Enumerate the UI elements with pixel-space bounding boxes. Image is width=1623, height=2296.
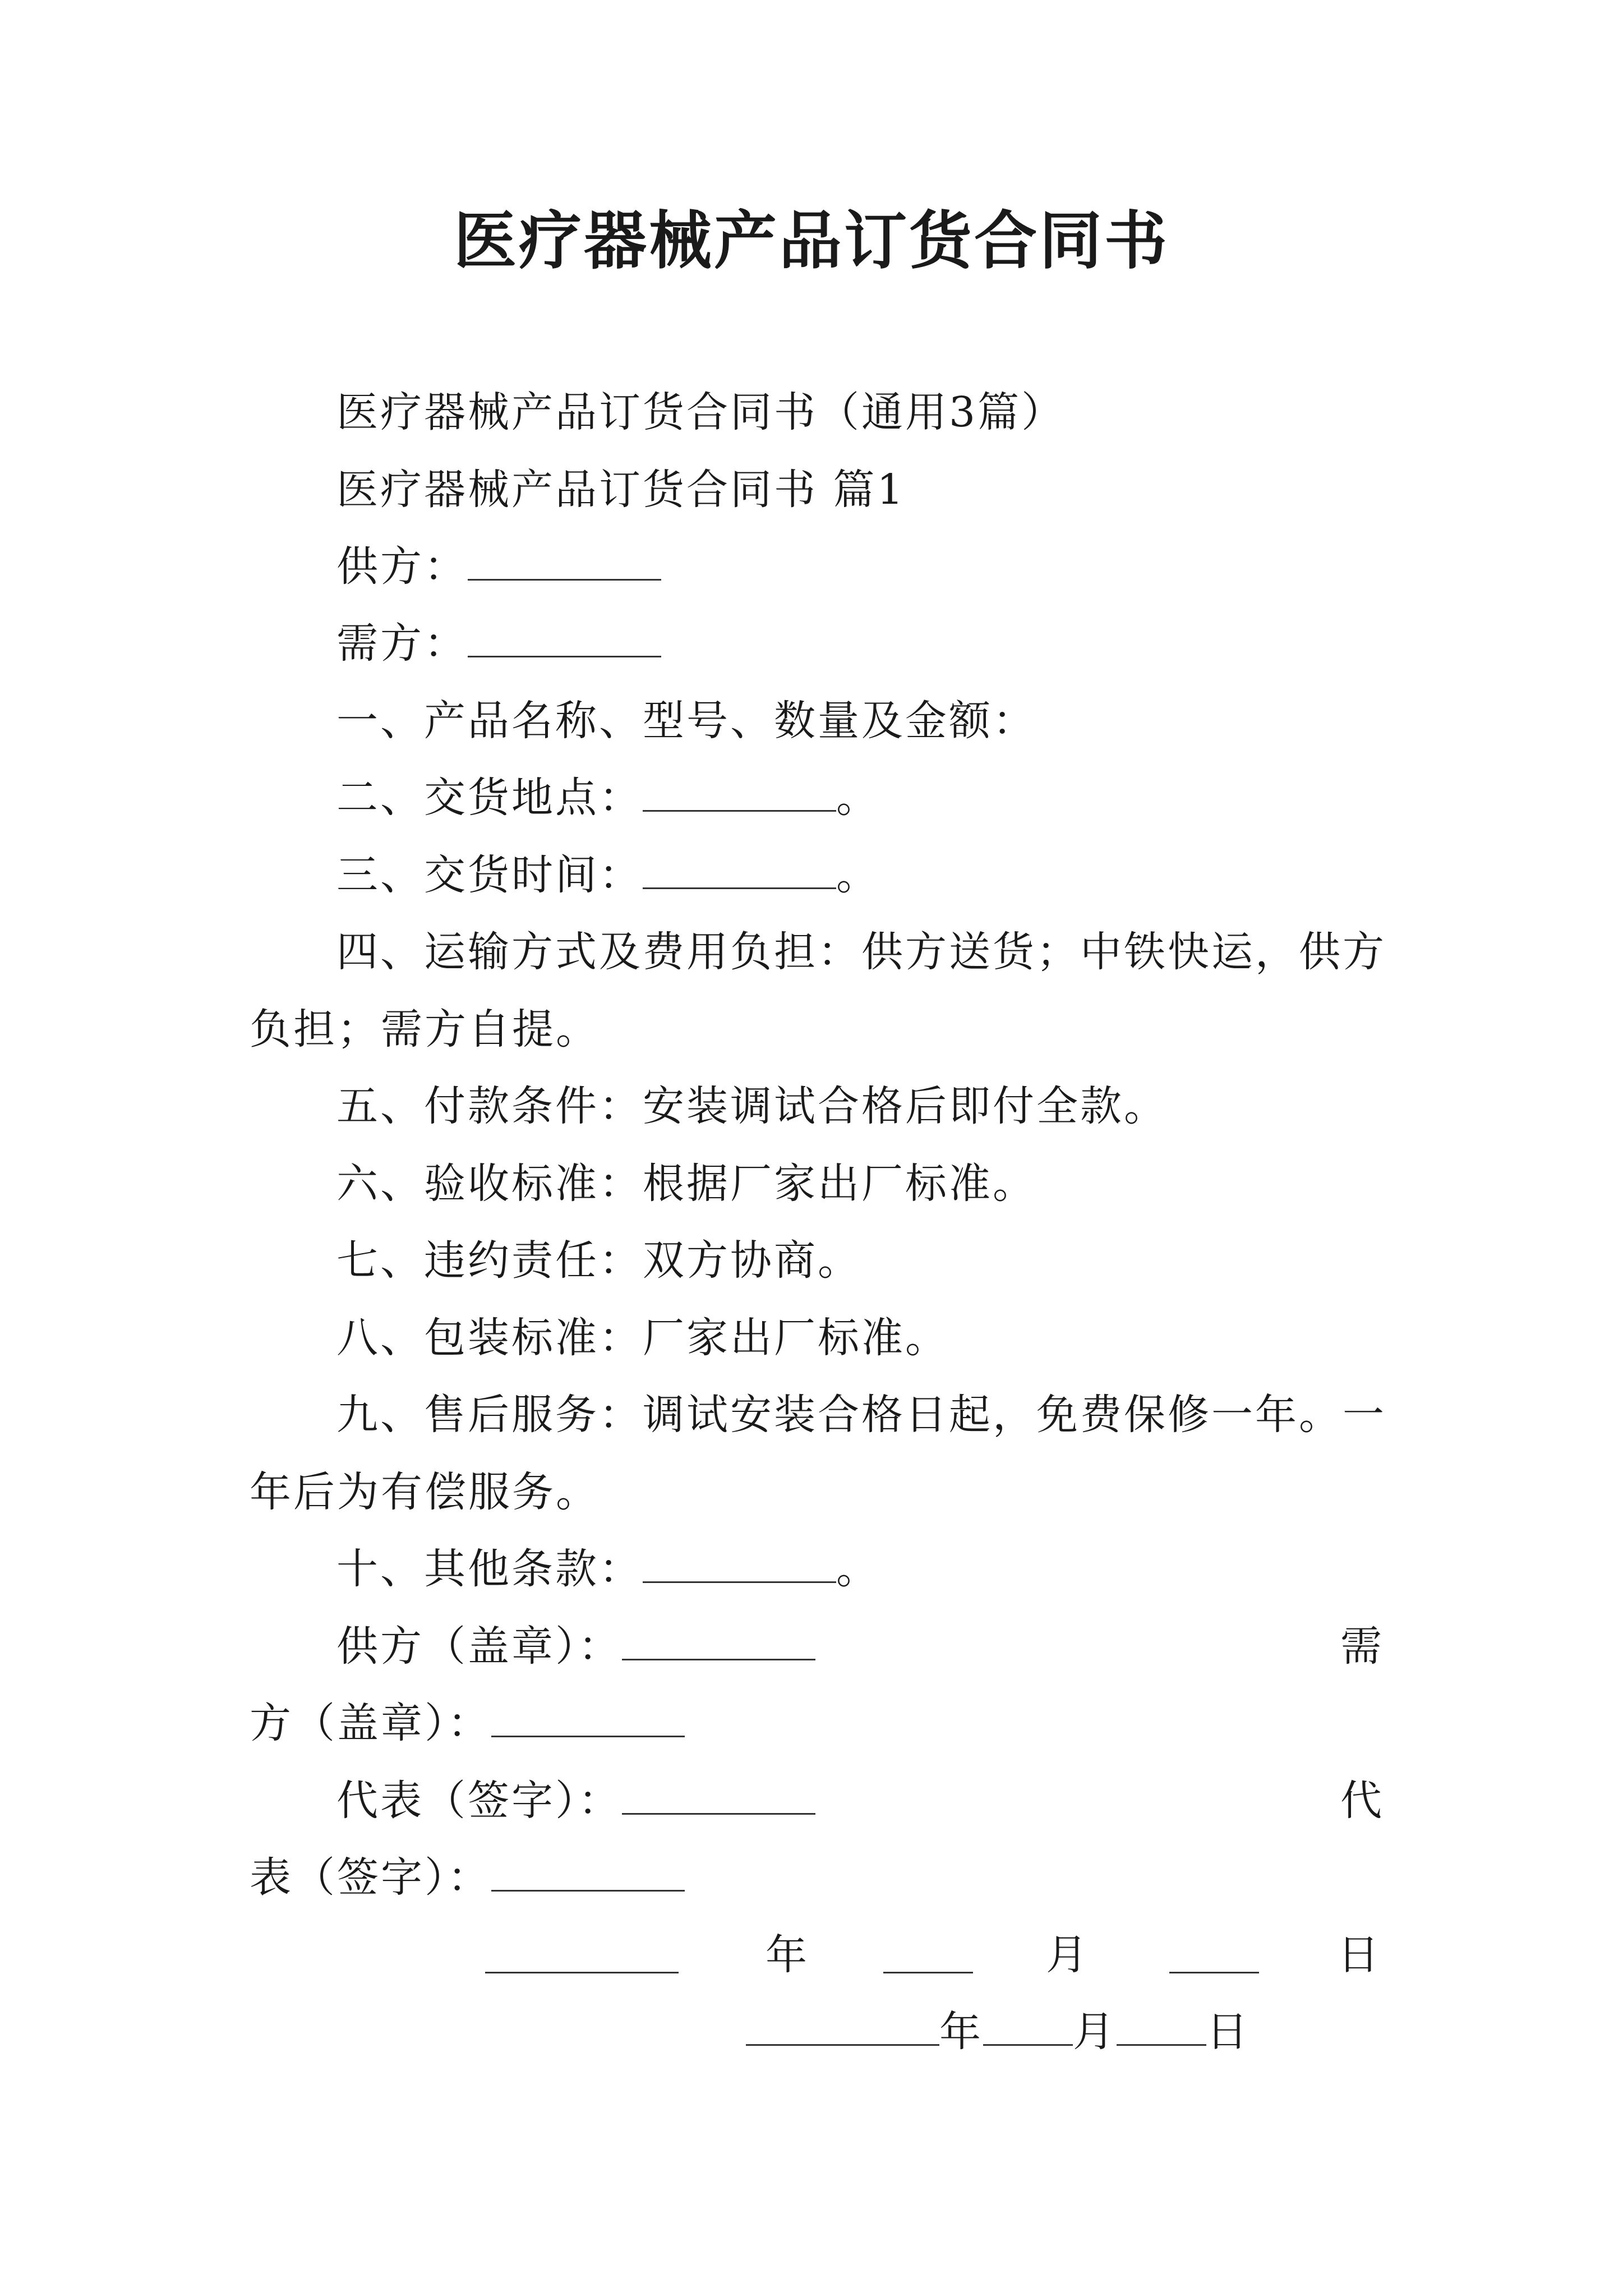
- date-year-blank: [485, 1932, 679, 1973]
- document-title: 医疗器械产品订货合同书: [454, 204, 1169, 278]
- date-month-label: 月: [1046, 1931, 1090, 1979]
- clause-3-line: [336, 847, 880, 903]
- clause-6: 六、验收标准：根据厂家出厂标准。: [336, 1159, 1036, 1208]
- sign-buyer-blank: [491, 1851, 685, 1892]
- clause-10-blank: [643, 1542, 836, 1583]
- clause-3-blank: [643, 848, 836, 889]
- sign-buyer-line: [250, 1849, 685, 1906]
- seal-supplier-label: 供方（盖章）：: [336, 1622, 622, 1671]
- document-heading: 医疗器械产品订货合同书（通用3篇）: [336, 388, 1066, 436]
- clause-4-line-1: 四、运输方式及费用负担：供方送货；中铁快运，供方: [336, 928, 1386, 976]
- buyer-blank: [468, 616, 661, 657]
- date2-day-blank: [1117, 2005, 1206, 2046]
- date-line-buyer: [746, 2004, 1250, 2060]
- clause-1: 一、产品名称、型号、数量及金额：: [336, 697, 1036, 745]
- clause-2-period: 。: [836, 774, 880, 822]
- sign-supplier-label: 代表（签字）：: [336, 1777, 622, 1825]
- clause-10-line: [336, 1541, 880, 1597]
- seal-buyer-blank: [491, 1696, 685, 1737]
- date2-year-blank: [746, 2005, 939, 2046]
- clause-10-period: 。: [836, 1545, 880, 1593]
- seal-buyer-char: 需: [1340, 1622, 1382, 1671]
- seal-buyer-line: [250, 1695, 685, 1751]
- clause-5: 五、付款条件：安装调试合格后即付全款。: [336, 1082, 1168, 1130]
- date2-month-blank: [983, 2005, 1073, 2046]
- seal-buyer-label: 方（盖章）：: [250, 1699, 491, 1747]
- clause-9-line-2: 年后为有偿服务。: [250, 1468, 600, 1516]
- clause-3: 三、交货时间：: [336, 851, 643, 899]
- date2-day-label: 日: [1206, 2008, 1250, 2056]
- sign-supplier-line: [336, 1773, 815, 1829]
- date-year-label: 年: [766, 1931, 809, 1979]
- date-day-blank: [1169, 1932, 1259, 1973]
- clause-3-period: 。: [836, 851, 880, 899]
- clause-8: 八、包装标准：厂家出厂标准。: [336, 1314, 949, 1362]
- clause-10: 十、其他条款：: [336, 1545, 643, 1593]
- supplier-line: [336, 539, 661, 595]
- buyer-line: [336, 615, 661, 671]
- sign-supplier-blank: [622, 1774, 815, 1815]
- clause-7: 七、违约责任：双方协商。: [336, 1236, 861, 1285]
- clause-2-blank: [643, 771, 836, 812]
- sign-buyer-label: 表（签字）：: [250, 1853, 491, 1902]
- supplier-label: 供方：: [336, 542, 468, 591]
- clause-2: 二、交货地点：: [336, 774, 643, 822]
- clause-9-line-1: 九、售后服务：调试安装合格日起，免费保修一年。一: [336, 1391, 1386, 1439]
- clause-2-line: [336, 770, 880, 826]
- date-day-label: 日: [1338, 1931, 1381, 1979]
- clause-4-line-2: 负担；需方自提。: [250, 1005, 600, 1053]
- sign-buyer-char: 代: [1340, 1777, 1382, 1825]
- supplier-blank: [468, 540, 661, 581]
- seal-supplier-line: [336, 1618, 815, 1674]
- part-title: 医疗器械产品订货合同书 篇1: [336, 466, 906, 514]
- date2-year-label: 年: [939, 2008, 983, 2056]
- date2-month-label: 月: [1073, 2008, 1117, 2056]
- date-month-blank: [883, 1932, 973, 1973]
- buyer-label: 需方：: [336, 619, 468, 668]
- seal-supplier-blank: [622, 1619, 815, 1660]
